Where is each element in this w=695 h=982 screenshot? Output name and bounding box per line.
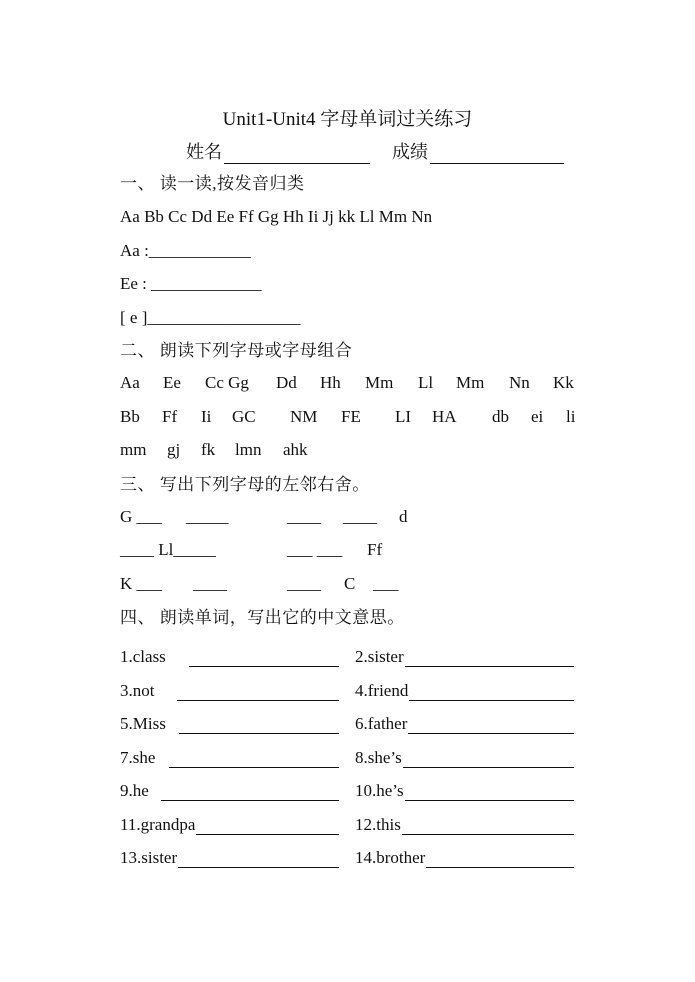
- vocab-item: [120, 646, 341, 667]
- answer-blank[interactable]: [405, 646, 574, 667]
- neighbor-item: ____: [287, 507, 321, 526]
- vocab-item: [355, 646, 576, 667]
- vocab-word: 3.not: [120, 681, 155, 700]
- section-3-heading: 三、 写出下列字母的左邻右舍。: [120, 475, 370, 494]
- neighbor-item: _____: [186, 507, 229, 526]
- vocab-word: 9.he: [120, 781, 149, 800]
- letter-item: Mm: [456, 373, 485, 392]
- letter-item: LI: [395, 407, 412, 426]
- student-info: [186, 138, 566, 164]
- vocab-word: 13.sister: [120, 848, 178, 867]
- score-blank[interactable]: [430, 143, 564, 164]
- neighbor-item: G ___: [120, 507, 163, 526]
- vocab-word: 2.sister: [355, 647, 404, 666]
- answer-blank[interactable]: [409, 680, 574, 701]
- section-4-heading: 四、 朗读单词，写出它的中文意思。: [120, 608, 405, 627]
- letter-item: NM: [290, 407, 318, 426]
- vocab-word: 14.brother: [355, 848, 426, 867]
- neighbor-item: ____: [193, 574, 227, 593]
- section-1-heading: 一、 读一读,按发音归类: [120, 174, 305, 193]
- neighbor-item: Ff: [367, 540, 383, 559]
- answer-blank[interactable]: [178, 847, 339, 868]
- answer-blank[interactable]: [403, 747, 574, 768]
- vocab-word: 12.this: [355, 815, 401, 834]
- vocab-word: 10.he’s: [355, 781, 404, 800]
- vocab-word: 6.father: [355, 714, 408, 733]
- alphabet-line: Aa Bb Cc Dd Ee Ff Gg Hh Ii Jj kk Ll Mm Nn: [120, 207, 433, 226]
- letter-item: Cc Gg: [205, 373, 249, 392]
- aa-sound-row: Aa :____________: [120, 241, 251, 260]
- answer-blank[interactable]: [169, 747, 339, 768]
- vocab-item: [355, 713, 576, 734]
- letter-item: GC: [232, 407, 256, 426]
- letter-item: Nn: [509, 373, 530, 392]
- answer-blank[interactable]: [402, 814, 574, 835]
- vocab-word: 5.Miss: [120, 714, 166, 733]
- answer-blank[interactable]: [177, 680, 339, 701]
- letter-item: Ll: [418, 373, 434, 392]
- vocab-item: [355, 780, 576, 801]
- answer-blank[interactable]: [189, 646, 339, 667]
- page-title: Unit1-Unit4 字母单词过关练习: [222, 109, 473, 130]
- vocab-item: [120, 780, 341, 801]
- vocab-word: 1.class: [120, 647, 166, 666]
- letter-item: Mm: [365, 373, 394, 392]
- letter-item: Ff: [162, 407, 178, 426]
- letter-item: Ii: [201, 407, 212, 426]
- ee-sound-row: Ee : _____________: [120, 274, 262, 293]
- neighbor-item: ____ Ll_____: [120, 540, 216, 559]
- letter-item: gj: [167, 440, 181, 459]
- letter-item: FE: [341, 407, 361, 426]
- letter-item: li: [566, 407, 576, 426]
- vocab-item: [355, 814, 576, 835]
- answer-blank[interactable]: [196, 814, 339, 835]
- letter-item: Kk: [553, 373, 574, 392]
- neighbor-item: K ___: [120, 574, 163, 593]
- letter-item: Hh: [320, 373, 341, 392]
- vocab-item: [120, 814, 341, 835]
- answer-blank[interactable]: [161, 780, 339, 801]
- vocab-word: 4.friend: [355, 681, 409, 700]
- letter-item: fk: [201, 440, 216, 459]
- letter-item: Dd: [276, 373, 297, 392]
- vocab-item: [120, 713, 341, 734]
- vocab-word: 7.she: [120, 748, 156, 767]
- letter-item: Ee: [163, 373, 181, 392]
- vocab-item: [355, 747, 576, 768]
- answer-blank[interactable]: [408, 713, 574, 734]
- letter-item: HA: [432, 407, 457, 426]
- score-label: 成绩: [392, 142, 428, 162]
- neighbor-item: ____: [287, 574, 321, 593]
- neighbor-item: ___: [373, 574, 399, 593]
- section-2-heading: 二、 朗读下列字母或字母组合: [120, 341, 353, 360]
- letter-item: mm: [120, 440, 147, 459]
- letter-item: Bb: [120, 407, 140, 426]
- neighbor-item: C: [344, 574, 356, 593]
- neighbor-item: d: [399, 507, 408, 526]
- letter-item: Aa: [120, 373, 140, 392]
- answer-blank[interactable]: [179, 713, 339, 734]
- letter-item: lmn: [235, 440, 262, 459]
- answer-blank[interactable]: [426, 847, 574, 868]
- name-label: 姓名: [186, 142, 222, 162]
- letter-item: db: [492, 407, 509, 426]
- vocab-item: [120, 747, 341, 768]
- vocab-item: [355, 847, 576, 868]
- neighbor-item: ____: [343, 507, 377, 526]
- answer-blank[interactable]: [405, 780, 574, 801]
- vocab-item: [120, 680, 341, 701]
- letter-item: ahk: [283, 440, 308, 459]
- neighbor-item: ___ ___: [287, 540, 343, 559]
- vocab-word: 11.grandpa: [120, 815, 196, 834]
- vocab-item: [355, 680, 576, 701]
- e-phoneme-row: [ e ]__________________: [120, 308, 301, 327]
- vocab-item: [120, 847, 341, 868]
- letter-item: ei: [531, 407, 544, 426]
- name-blank[interactable]: [224, 143, 370, 164]
- vocab-word: 8.she’s: [355, 748, 402, 767]
